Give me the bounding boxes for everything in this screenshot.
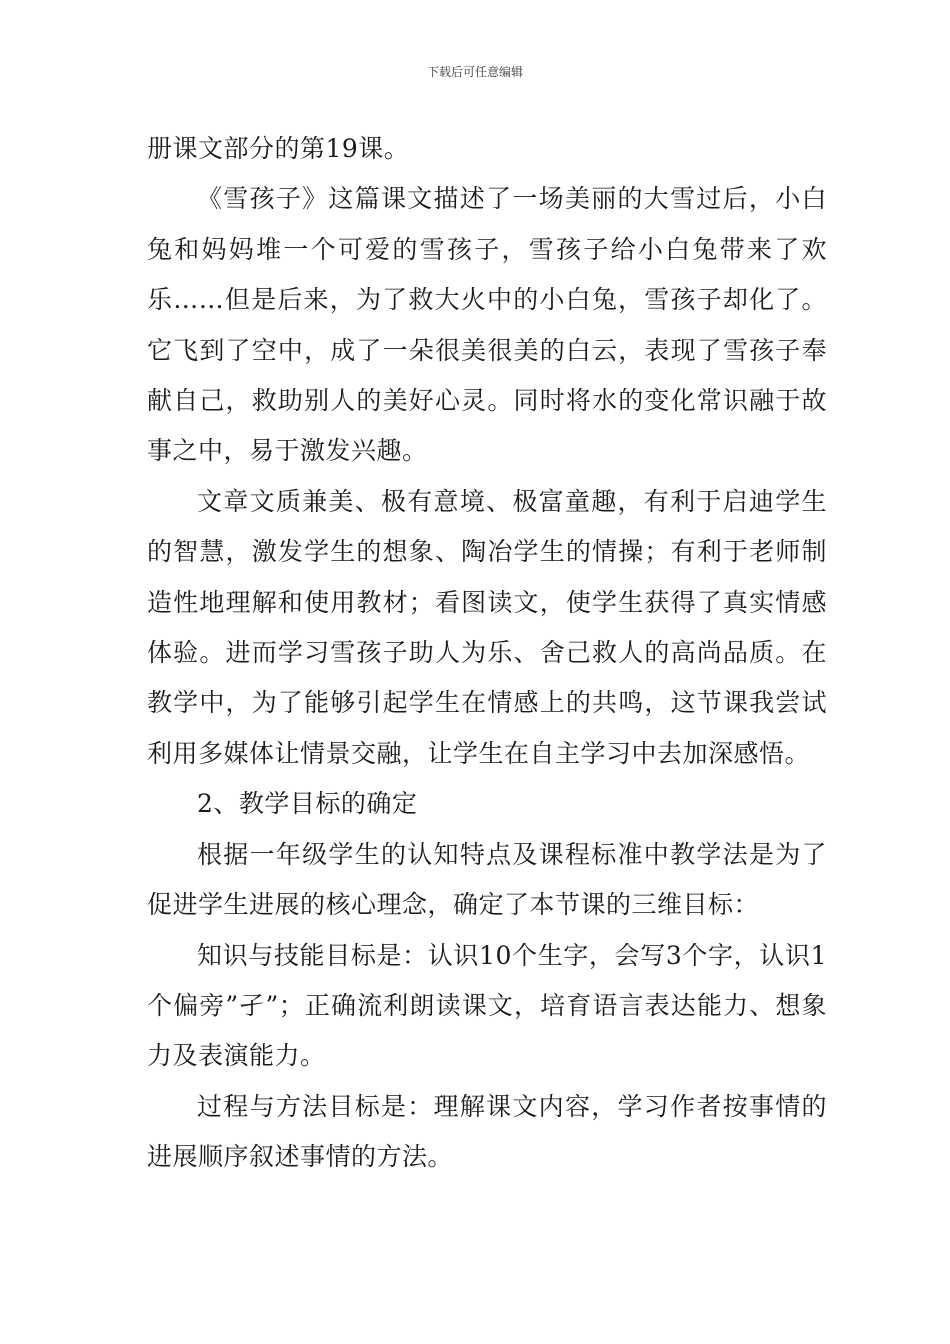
paragraph: 根据一年级学生的认知特点及课程标准中教学法是为了促进学生进展的核心理念，确定了本节课的三维目标： xyxy=(147,839,827,920)
paragraph: 过程与方法目标是：理解课文内容，学习作者按事情的进展顺序叙述事情的方法。 xyxy=(147,1091,827,1172)
paragraph: 文章文质兼美、极有意境、极富童趣，有利于启迪学生的智慧，激发学生的想象、陶冶学生的情操；有利于老师制造性地理解和使用教材；看图读文，使学生获得了真实情感体验。进而学习雪孩子助人为乐、舍己救人的高尚品质。在教学中，为了能够引起学生在情感上的共鸣，这节课我尝试利用多媒体让情景交融，让学生在自主学习中去加深感悟。 xyxy=(147,486,827,768)
paragraph: 《雪孩子》这篇课文描述了一场美丽的大雪过后，小白兔和妈妈堆一个可爱的雪孩子，雪孩子给小白兔带来了欢乐……但是后来，为了救大火中的小白兔，雪孩子却化了。它飞到了空中，成了一朵很美很美的白云，表现了雪孩子奉献自己，救助别人的美好心灵。同时将水的变化常识融于故事之中，易于激发兴趣。 xyxy=(147,184,827,466)
document-body xyxy=(147,124,827,1183)
page-header: 下载后可任意编辑 xyxy=(426,65,523,79)
paragraph: 知识与技能目标是：认识10个生字，会写3个字，认识1个偏旁”孑”；正确流利朗读课文，培育语言表达能力、想象力及表演能力。 xyxy=(147,940,827,1071)
section-heading: 2、教学目标的确定 xyxy=(197,789,418,819)
paragraph: 册课文部分的第19课。 xyxy=(147,134,410,163)
